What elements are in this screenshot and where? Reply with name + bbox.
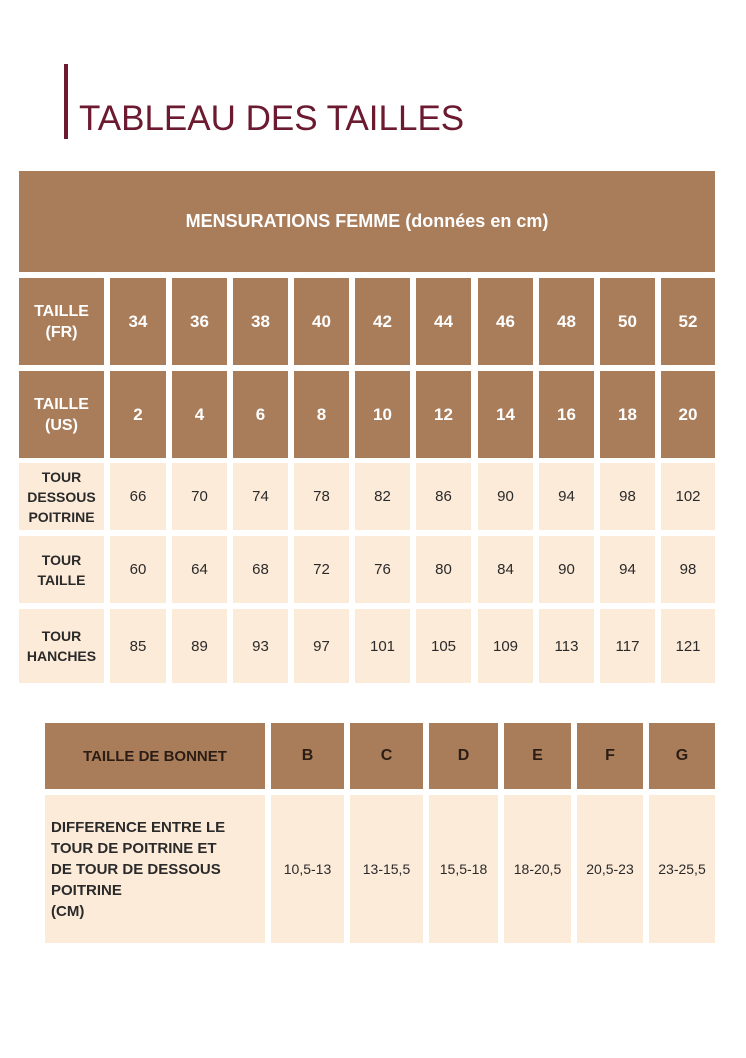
cell-size-fr-7: 48 [539,278,594,365]
cell-size-us-3: 8 [294,371,349,458]
cell-waist-4: 76 [355,536,410,603]
cell-hips-2: 93 [233,609,288,683]
cell-underbust-3: 78 [294,463,349,530]
cell-hips-9: 121 [661,609,715,683]
cell-underbust-4: 82 [355,463,410,530]
row-label-hips [19,609,104,683]
cell-underbust-5: 86 [416,463,471,530]
cell-hips-3: 97 [294,609,349,683]
cell-size-us-9: 20 [661,371,715,458]
cup-value-c: 13-15,5 [350,795,423,943]
cell-size-fr-9: 52 [661,278,715,365]
row-label-text: TOUR DESSOUS POITRINE [27,468,96,525]
row-label-size-us [19,371,104,458]
cell-hips-5: 105 [416,609,471,683]
cup-value-b: 10,5-13 [271,795,344,943]
cell-underbust-2: 74 [233,463,288,530]
cell-size-fr-8: 50 [600,278,655,365]
cell-underbust-1: 70 [172,463,227,530]
page-title: TABLEAU DES TAILLES [79,99,465,138]
row-label-text: TOUR HANCHES [26,628,97,664]
cell-size-us-2: 6 [233,371,288,458]
cell-underbust-8: 98 [600,463,655,530]
cup-difference-label [45,795,265,943]
row-label-waist [19,536,104,603]
row-label-size-fr [19,278,104,365]
cup-value-g: 23-25,5 [649,795,715,943]
cell-waist-0: 60 [110,536,166,603]
cell-size-us-0: 2 [110,371,166,458]
cell-size-us-5: 12 [416,371,471,458]
cup-header-d: D [429,723,498,789]
cell-underbust-6: 90 [478,463,533,530]
cup-header-g: G [649,723,715,789]
row-label-text: TAILLE (US) [34,395,89,434]
cell-waist-7: 90 [539,536,594,603]
cup-difference-label-text: DIFFERENCE ENTRE LE TOUR DE POITRINE ET DE TOUR DE DESSOUS POITRINE (CM) [51,818,226,920]
cell-waist-2: 68 [233,536,288,603]
cell-underbust-0: 66 [110,463,166,530]
cup-header-e: E [504,723,571,789]
row-label-underbust [19,463,104,530]
cell-waist-9: 98 [661,536,715,603]
cup-value-e: 18-20,5 [504,795,571,943]
cup-header-b: B [271,723,344,789]
cell-waist-6: 84 [478,536,533,603]
cell-waist-8: 94 [600,536,655,603]
cell-hips-0: 85 [110,609,166,683]
cell-size-us-1: 4 [172,371,227,458]
cup-header-c: C [350,723,423,789]
measurements-caption: MENSURATIONS FEMME (données en cm) [19,171,715,272]
cell-waist-5: 80 [416,536,471,603]
cell-underbust-9: 102 [661,463,715,530]
cell-hips-8: 117 [600,609,655,683]
cell-size-us-8: 18 [600,371,655,458]
cell-size-fr-0: 34 [110,278,166,365]
cell-size-fr-3: 40 [294,278,349,365]
cell-underbust-7: 94 [539,463,594,530]
cell-size-us-7: 16 [539,371,594,458]
cell-size-us-4: 10 [355,371,410,458]
cell-size-fr-6: 46 [478,278,533,365]
cup-value-d: 15,5-18 [429,795,498,943]
cell-size-us-6: 14 [478,371,533,458]
cell-size-fr-4: 42 [355,278,410,365]
cell-hips-7: 113 [539,609,594,683]
cell-waist-1: 64 [172,536,227,603]
row-label-text: TAILLE (FR) [34,302,89,341]
cell-hips-4: 101 [355,609,410,683]
cell-hips-6: 109 [478,609,533,683]
cup-header-f: F [577,723,643,789]
cell-size-fr-5: 44 [416,278,471,365]
cell-size-fr-1: 36 [172,278,227,365]
title-accent-bar [64,64,68,139]
cell-waist-3: 72 [294,536,349,603]
cell-hips-1: 89 [172,609,227,683]
cup-size-header-label: TAILLE DE BONNET [45,723,265,789]
cup-value-f: 20,5-23 [577,795,643,943]
row-label-text: TOUR TAILLE [37,551,86,588]
cell-size-fr-2: 38 [233,278,288,365]
